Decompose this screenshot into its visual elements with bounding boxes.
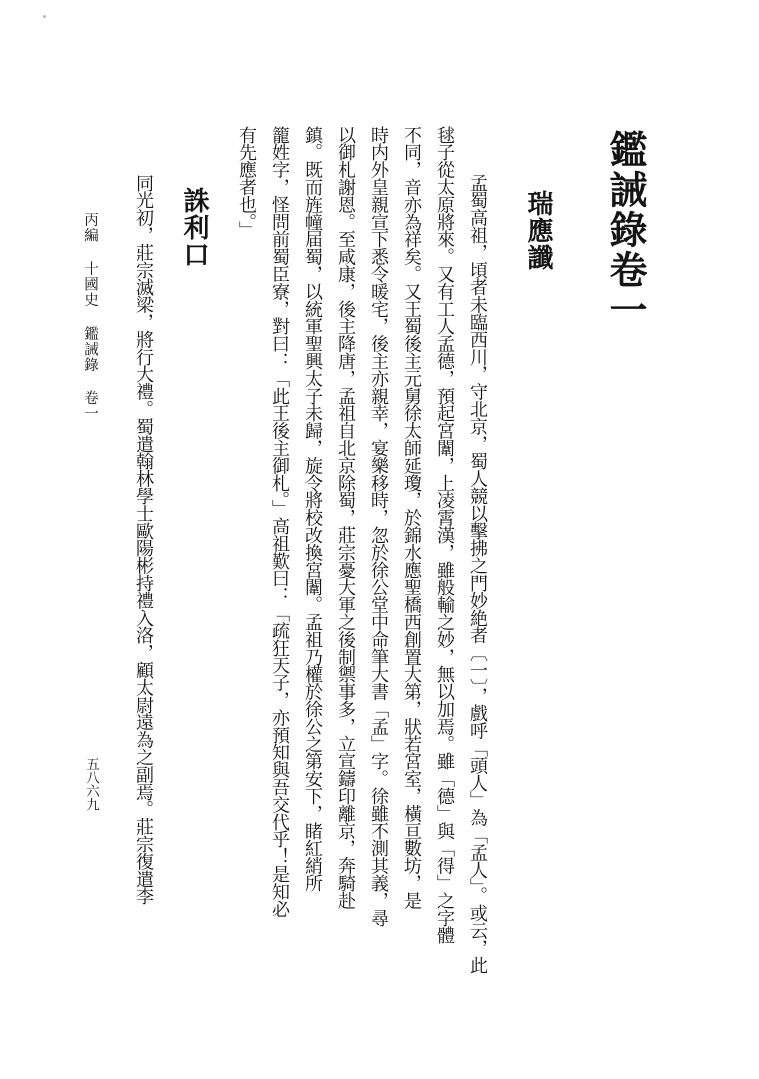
main-text-block [127, 126, 648, 1006]
section-heading-ruiyingchen: 瑞應讖 [524, 190, 553, 271]
text-column: 同光初，莊宗滅梁，將行大禮。蜀遣翰林學士歐陽彬持禮入洛，顧太尉遠為之副焉。莊宗復遣李 [134, 174, 154, 905]
margin-book-title: 鑑誡錄 [82, 325, 98, 372]
page-number: 五八六九 [84, 757, 99, 811]
scan-artifact-dot [43, 15, 46, 18]
section-body-zhulikou [127, 126, 160, 1006]
volume-title: 鑑誡錄卷一 [603, 130, 645, 330]
text-column: 籠姓字，怪問前蜀臣寮，對曰：「此王後主御札。」高祖歎曰：「疏狂天子，亦預知與吾交代乎！是知必 [270, 126, 290, 918]
margin-series: 丙編 [82, 212, 98, 243]
text-column: 不同，音亦為祥矣。又王蜀後主元舅徐太師延瓊，於錦水應聖橋西創置大第，狀若宮室，橫亘數坊，是 [402, 126, 422, 910]
text-column: 孟蜀高祖，頃者未臨西川，守北京，蜀人競以擊拂之門妙絶者〔一〕，戲呼「頭人」為「孟人」。或云，此 [468, 174, 488, 974]
text-column: 時内外皇親宣下悉令暖宅，後主亦親幸，宴樂移時，忽於徐公堂中命筆大書「孟」字。徐雖不測其義，尋 [369, 126, 389, 927]
text-column: 鎮。既而旌幢届蜀，以統軍聖興太子未歸，旋令將校改換宮闈。孟祖乃權於徐公之第安下，睹紅綃所 [303, 126, 323, 892]
margin-category: 十國史 [82, 261, 98, 308]
margin-series-label [75, 212, 105, 421]
text-column: 以御札謝恩。至咸康，後主降唐，孟祖自北京除蜀，莊宗憂大軍之後制禦事多，立宣鑄印離京，奔騎赴 [336, 126, 356, 910]
text-column: 有先應者也。」 [237, 126, 257, 239]
section-heading-zhulikou: 誅利口 [180, 187, 209, 268]
margin-volume: 卷一 [82, 390, 98, 421]
section-body-ruiyingchen [230, 126, 494, 1006]
text-column: 毬子從太原將來。又有工人孟德，預起宮闈，上凌霄漢，雖般輸之妙，無以加焉。雖「德」與「得」之字體 [435, 126, 455, 944]
